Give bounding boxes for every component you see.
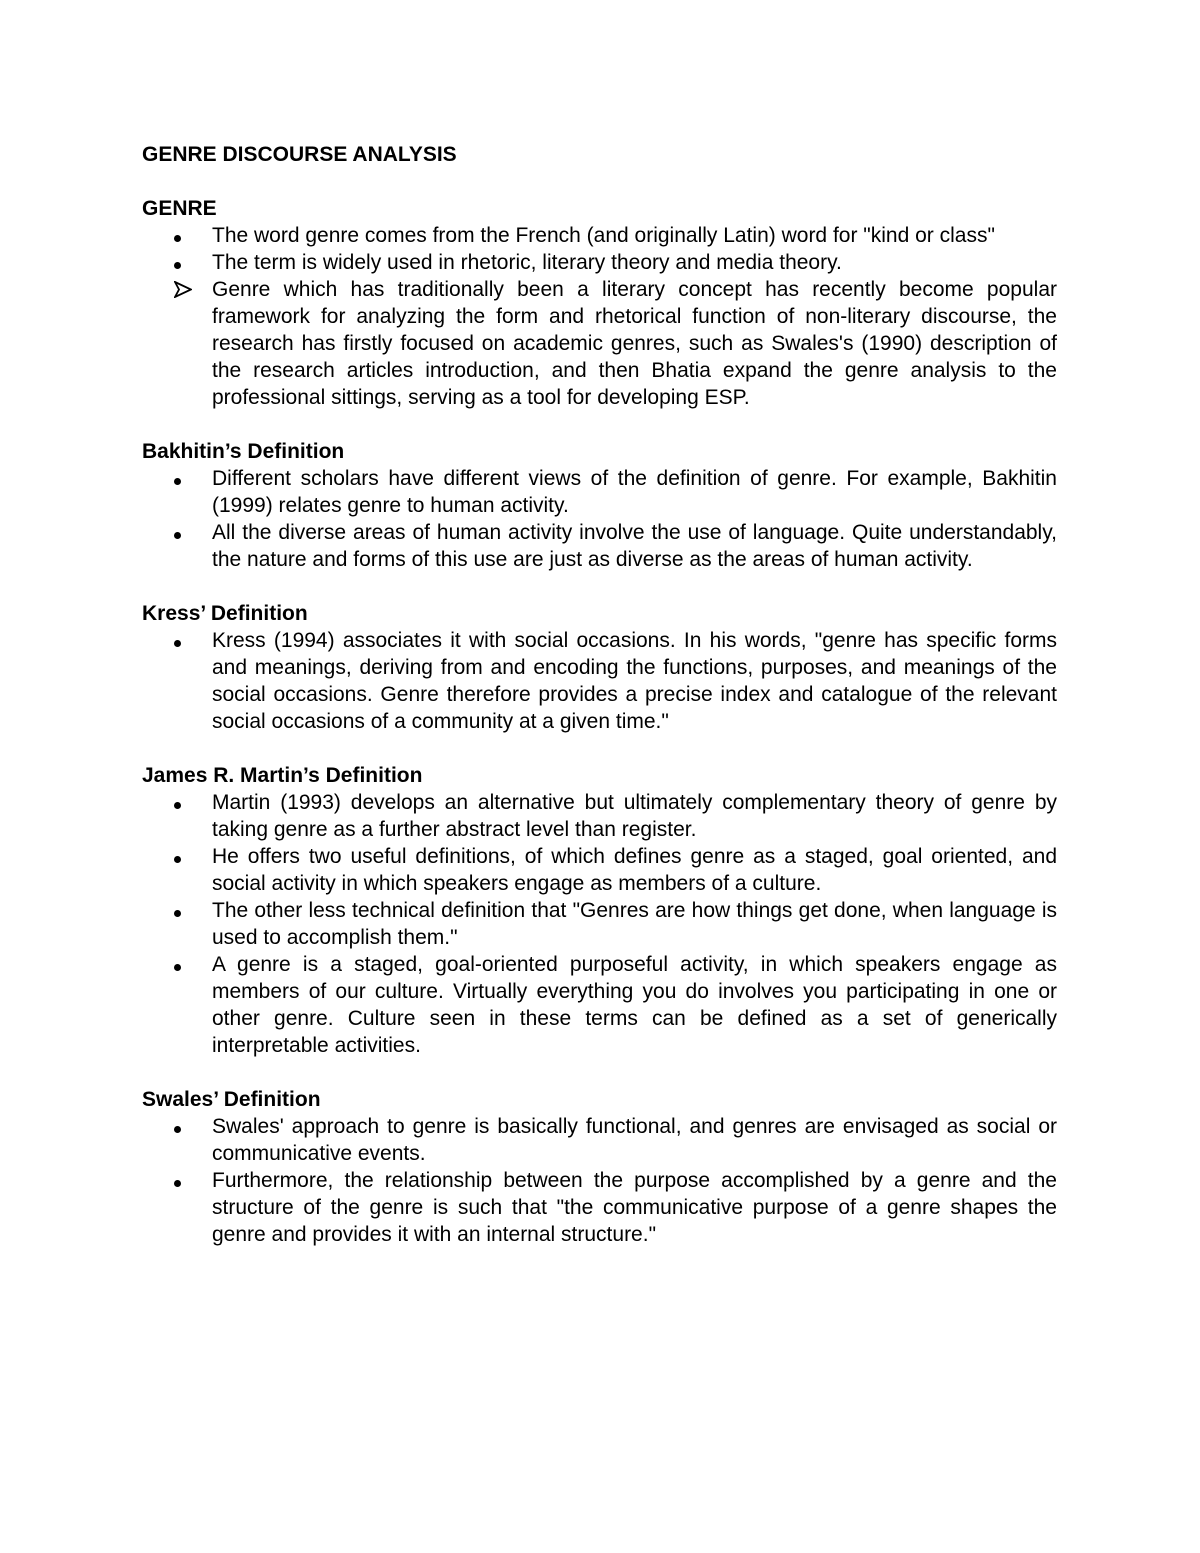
list-item [142, 843, 1057, 897]
section-heading-kress: Kress’ Definition [142, 602, 308, 625]
bullet-icon [174, 222, 194, 249]
section-heading-bakhitin: Bakhitin’s Definition [142, 440, 345, 463]
list-item [142, 627, 1057, 735]
bullet-icon [174, 1113, 194, 1140]
bullet-icon [174, 1167, 194, 1194]
list-item [142, 222, 1057, 249]
bullet-list-kress [142, 627, 1057, 735]
arrow-bullet-icon [174, 276, 194, 298]
section-martin [142, 762, 1057, 1059]
list-item [142, 1167, 1057, 1248]
list-item-text: Kress (1994) associates it with social occasions. In his words, "genre has specific forms and meanings, deriving from and encoding the functions, purposes, and meanings of the social occasions. Genre therefore provides a precise index and catalogue of the relevant social occasions of a community at a given time." [212, 629, 1057, 733]
list-item [142, 276, 1057, 411]
bullet-icon [174, 897, 194, 924]
list-item [142, 951, 1057, 1059]
list-item [142, 519, 1057, 573]
bullet-icon [174, 843, 194, 870]
bullet-icon [174, 465, 194, 492]
list-item-text: All the diverse areas of human activity involve the use of language. Quite understandably, the nature and forms of this use are just as diverse as the areas of human activity. [212, 521, 1057, 571]
section-heading-swales: Swales’ Definition [142, 1088, 321, 1111]
list-item-text: Furthermore, the relationship between the purpose accomplished by a genre and the structure of the genre is such that "the communicative purpose of a genre shapes the genre and provides it with an internal structure." [212, 1169, 1057, 1246]
bullet-list-genre [142, 222, 1057, 276]
bullet-list-bakhitin [142, 465, 1057, 573]
list-item [142, 1113, 1057, 1167]
document-title: GENRE DISCOURSE ANALYSIS [142, 143, 457, 166]
list-item [142, 789, 1057, 843]
list-item [142, 897, 1057, 951]
list-item [142, 249, 1057, 276]
bullet-list-martin [142, 789, 1057, 1059]
list-item-text: He offers two useful definitions, of which defines genre as a staged, goal oriented, and social activity in which speakers engage as members of a culture. [212, 845, 1057, 895]
list-item-text: Different scholars have different views of the definition of genre. For example, Bakhitin (1999) relates genre to human activity. [212, 467, 1057, 517]
list-item-text: Martin (1993) develops an alternative but ultimately complementary theory of genre by taking genre as a further abstract level than register. [212, 791, 1057, 841]
section-kress [142, 600, 1057, 735]
bullet-icon [174, 951, 194, 978]
list-item-text: The other less technical definition that "Genres are how things get done, when language is used to accomplish them." [212, 899, 1057, 949]
section-heading-genre: GENRE [142, 197, 217, 220]
bullet-list-swales [142, 1113, 1057, 1248]
list-item-text: A genre is a staged, goal-oriented purposeful activity, in which speakers engage as members of our culture. Virtually everything you do involves you participating in one or other genre. Culture seen in these terms can be defined as a set of generically interpretable activities. [212, 953, 1057, 1057]
section-genre [142, 195, 1057, 411]
document-page [142, 141, 1057, 1248]
bullet-icon [174, 249, 194, 276]
arrow-list-genre [142, 276, 1057, 411]
list-item-text: The word genre comes from the French (and originally Latin) word for "kind or class" [212, 224, 995, 247]
bullet-icon [174, 627, 194, 654]
list-item-text: The term is widely used in rhetoric, literary theory and media theory. [212, 251, 842, 274]
section-bakhitin [142, 438, 1057, 573]
list-item-text: Swales' approach to genre is basically functional, and genres are envisaged as social or communicative events. [212, 1115, 1057, 1165]
list-item-text: Genre which has traditionally been a literary concept has recently become popular framework for analyzing the form and rhetorical function of non-literary discourse, the research has firstly focused on academic genres, such as Swales's (1990) description of the research articles introduction, and then Bhatia expand the genre analysis to the professional sittings, serving as a tool for developing ESP. [212, 278, 1057, 409]
section-heading-martin: James R. Martin’s Definition [142, 764, 423, 787]
list-item [142, 465, 1057, 519]
section-swales [142, 1086, 1057, 1248]
bullet-icon [174, 519, 194, 546]
bullet-icon [174, 789, 194, 816]
